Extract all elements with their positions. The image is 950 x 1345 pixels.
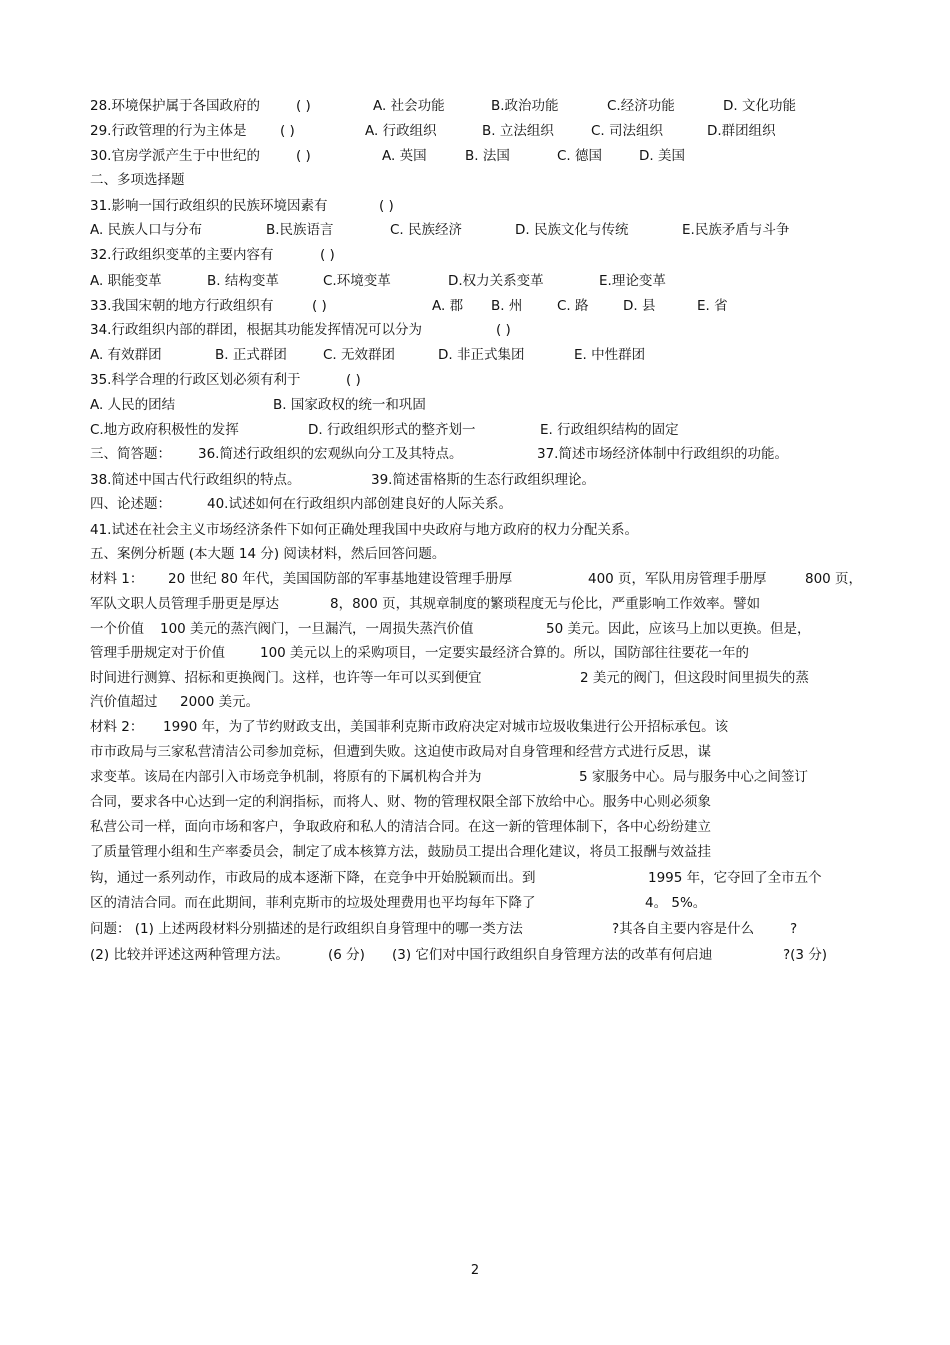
q32-option-c: C.环境变革	[323, 273, 391, 289]
q28-option-c: C.经济功能	[607, 98, 675, 114]
q28-blank: ( )	[296, 98, 311, 114]
q30-option-b: B. 法国	[465, 148, 510, 164]
q35-blank: ( )	[346, 372, 361, 388]
material-2-text: 4。 5%。	[645, 895, 707, 911]
q35-option-c: C.地方政府积极性的发挥	[90, 422, 239, 438]
q34-option-b: B. 正式群团	[215, 347, 287, 363]
q31-option-a: A. 民族人口与分布	[90, 222, 203, 238]
q33-option-c: C. 路	[557, 298, 589, 314]
page-number: 2	[470, 1263, 480, 1278]
q28-option-a: A. 社会功能	[373, 98, 445, 114]
material-1-text: 400 页，军队用房管理手册厚	[588, 571, 767, 587]
question-37: 37.简述市场经济体制中行政组织的功能。	[537, 446, 788, 462]
q29-option-d: D.群团组织	[707, 123, 776, 139]
section-4-heading: 四、论述题：	[90, 496, 171, 512]
q29-option-c: C. 司法组织	[591, 123, 664, 139]
case-question-text: (3) 它们对中国行政组织自身管理方法的改革有何启迪	[392, 947, 713, 963]
q33-blank: ( )	[312, 298, 327, 314]
q29-option-a: A. 行政组织	[365, 123, 437, 139]
q29-stem: 29.行政管理的行为主体是	[90, 123, 247, 139]
q30-option-d: D. 美国	[639, 148, 685, 164]
q32-stem: 32.行政组织变革的主要内容有	[90, 247, 274, 263]
q34-option-e: E. 中性群团	[574, 347, 646, 363]
material-1-text: 100 美元以上的采购项目，一定要实最经济合算的。所以，国防部往往要花一年的	[260, 645, 750, 661]
q28-option-d: D. 文化功能	[723, 98, 796, 114]
material-1-text: 时间进行测算、招标和更换阀门。这样，也许等一年可以买到便宜	[90, 670, 482, 686]
q32-option-b: B. 结构变革	[207, 273, 279, 289]
q35-option-d: D. 行政组织形式的整齐划一	[308, 422, 476, 438]
q32-blank: ( )	[320, 247, 335, 263]
q31-option-b: B.民族语言	[266, 222, 334, 238]
material-1-text: 管理手册规定对于价值	[90, 645, 225, 661]
question-40: 40.试述如何在行政组织内部创建良好的人际关系。	[207, 496, 512, 512]
question-41: 41.试述在社会主义市场经济条件下如何正确处理我国中央政府与地方政府的权力分配关系。	[90, 522, 638, 538]
q31-stem: 31.影响一国行政组织的民族环境因素有	[90, 198, 328, 214]
material-1-text: 2 美元的阀门，但这段时间里损失的蒸	[580, 670, 809, 686]
material-2-line-4: 合同，要求各中心达到一定的利润指标，而将人、财、物的管理权限全部下放给中心。服务中心则必须象	[90, 794, 711, 810]
q28-option-b: B.政治功能	[491, 98, 559, 114]
q29-option-b: B. 立法组织	[482, 123, 554, 139]
q30-option-c: C. 德国	[557, 148, 603, 164]
q35-option-e: E. 行政组织结构的固定	[540, 422, 679, 438]
q34-blank: ( )	[496, 322, 511, 338]
case-question-text: ?其各自主要内容是什么	[612, 921, 755, 937]
material-2-text: 求变革。该局在内部引入市场竞争机制，将原有的下属机构合并为	[90, 769, 482, 785]
q31-option-e: E.民族矛盾与斗争	[682, 222, 790, 238]
q32-option-d: D.权力关系变革	[448, 273, 544, 289]
q31-option-c: C. 民族经济	[390, 222, 463, 238]
material-2-text: 1995 年，它夺回了全市五个	[648, 870, 822, 886]
q28-stem: 28.环境保护属于各国政府的	[90, 98, 260, 114]
case-question-text: 问题： (1) 上述两段材料分别描述的是行政组织自身管理中的哪一类方法	[90, 921, 523, 937]
material-2-text: 1990 年，为了节约财政支出，美国菲利克斯市政府决定对城市垃圾收集进行公开招标承包。该	[163, 719, 729, 735]
q33-stem: 33.我国宋朝的地方行政组织有	[90, 298, 274, 314]
case-question-text: ?(3 分)	[783, 947, 828, 963]
material-2-text: 钩，通过一系列动作，市政局的成本逐渐下降，在竞争中开始脱颖而出。到	[90, 870, 536, 886]
q32-option-a: A. 职能变革	[90, 273, 162, 289]
q35-option-b: B. 国家政权的统一和巩固	[273, 397, 426, 413]
q30-stem: 30.官房学派产生于中世纪的	[90, 148, 260, 164]
q33-option-a: A. 郡	[432, 298, 464, 314]
q34-option-d: D. 非正式集团	[438, 347, 525, 363]
material-1-label: 材料 1：	[90, 571, 144, 587]
q33-option-e: E. 省	[697, 298, 728, 314]
question-38: 38.简述中国古代行政组织的特点。	[90, 472, 301, 488]
material-1-text: 100 美元的蒸汽阀门，一旦漏汽，一周损失蒸汽价值	[160, 621, 474, 637]
q31-option-d: D. 民族文化与传统	[515, 222, 629, 238]
material-1-text: 20 世纪 80 年代，美国国防部的军事基地建设管理手册厚	[168, 571, 513, 587]
q30-blank: ( )	[296, 148, 311, 164]
material-2-text: 5 家服务中心。局与服务中心之间签订	[579, 769, 808, 785]
material-1-text: 军队文职人员管理手册更是厚达	[90, 596, 279, 612]
case-question-text: ?	[790, 921, 798, 937]
material-1-text: 50 美元。因此，应该马上加以更换。但是，	[546, 621, 811, 637]
q35-option-a: A. 人民的团结	[90, 397, 176, 413]
q29-blank: ( )	[280, 123, 295, 139]
section-2-heading: 二、多项选择题	[90, 172, 185, 188]
material-2-line-5: 私营公司一样，面向市场和客户，争取政府和私人的清洁合同。在这一新的管理体制下，各中心纷纷建立	[90, 819, 711, 835]
material-1-text: 2000 美元。	[180, 694, 260, 710]
q32-option-e: E.理论变革	[599, 273, 666, 289]
q33-option-d: D. 县	[623, 298, 656, 314]
material-2-label: 材料 2：	[90, 719, 144, 735]
material-1-text: 8，800 页，其规章制度的繁琐程度无与伦比，严重影响工作效率。譬如	[330, 596, 761, 612]
material-1-text: 一个价值	[90, 621, 144, 637]
material-1-text: 汽价值超过	[90, 694, 158, 710]
case-question-text: (2) 比较并评述这两种管理方法。	[90, 947, 289, 963]
material-1-text: 800 页，	[805, 571, 863, 587]
q30-option-a: A. 英国	[382, 148, 427, 164]
material-2-text: 区的清洁合同。而在此期间，菲利克斯市的垃圾处理费用也平均每年下降了	[90, 895, 536, 911]
question-39: 39.简述雷格斯的生态行政组织理论。	[371, 472, 595, 488]
q34-stem: 34.行政组织内部的群团，根据其功能发挥情况可以分为	[90, 322, 422, 338]
q34-option-c: C. 无效群团	[323, 347, 396, 363]
q34-option-a: A. 有效群团	[90, 347, 162, 363]
section-5-heading: 五、案例分析题 (本大题 14 分) 阅读材料，然后回答问题。	[90, 546, 446, 562]
question-36: 36.简述行政组织的宏观纵向分工及其特点。	[198, 446, 463, 462]
section-3-heading: 三、简答题：	[90, 446, 171, 462]
q31-blank: ( )	[379, 198, 394, 214]
material-2-line-2: 市市政局与三家私营清洁公司参加竞标，但遭到失败。这迫使市政局对自身管理和经营方式进行反思，谋	[90, 744, 711, 760]
case-question-text: (6 分)	[328, 947, 365, 963]
q33-option-b: B. 州	[491, 298, 523, 314]
q35-stem: 35.科学合理的行政区划必须有利于	[90, 372, 301, 388]
material-2-line-6: 了质量管理小组和生产率委员会，制定了成本核算方法，鼓励员工提出合理化建议，将员工报酬与效益挂	[90, 844, 711, 860]
